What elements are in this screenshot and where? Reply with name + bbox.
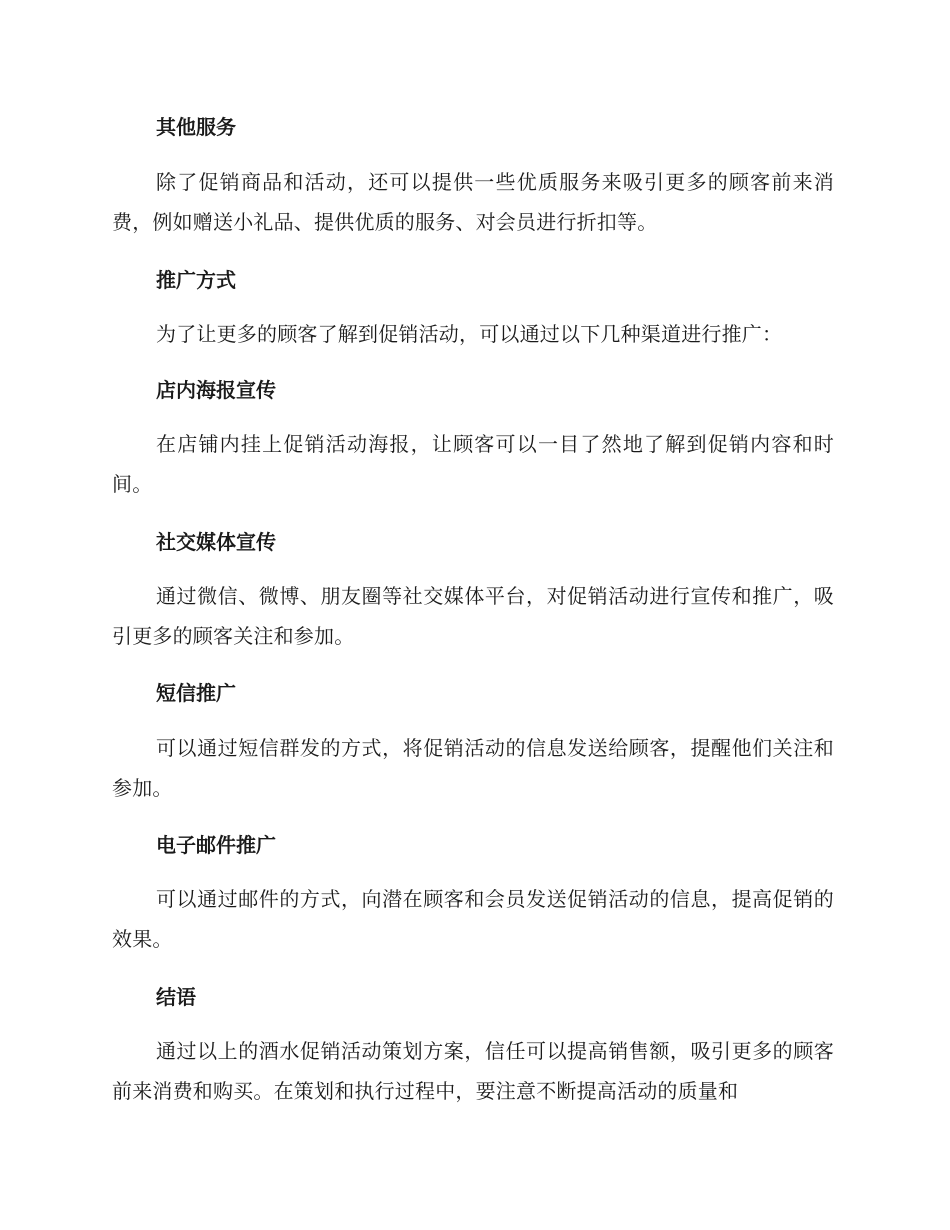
section-heading-other-services: 其他服务 [156,115,236,139]
section-text-promotion-methods: 为了让更多的顾客了解到促销活动，可以通过以下几种渠道进行推广： [156,322,783,346]
section-text-sms: 可以通过短信群发的方式，将促销活动的信息发送给顾客，提醒他们关注和参加。 [112,736,834,800]
section-text-other-services: 除了促销商品和活动，还可以提供一些优质服务来吸引更多的顾客前来消费，例如赠送小礼品、提供优质的服务、对会员进行折扣等。 [112,170,834,234]
section-text-social-media: 通过微信、微博、朋友圈等社交媒体平台，对促销活动进行宣传和推广，吸引更多的顾客关注和参加。 [112,584,834,648]
section-heading-sms: 短信推广 [156,681,236,705]
section-heading-conclusion: 结语 [156,985,196,1009]
section-heading-email: 电子邮件推广 [156,833,276,857]
section-heading-social-media: 社交媒体宣传 [156,530,276,554]
section-text-in-store-posters: 在店铺内挂上促销活动海报，让顾客可以一目了然地了解到促销内容和时间。 [112,432,834,496]
section-text-conclusion: 通过以上的酒水促销活动策划方案，信任可以提高销售额，吸引更多的顾客前来消费和购买。在策划和执行过程中，要注意不断提高活动的质量和 [112,1039,834,1103]
section-text-email: 可以通过邮件的方式，向潜在顾客和会员发送促销活动的信息，提高促销的效果。 [112,887,834,951]
section-heading-in-store-posters: 店内海报宣传 [156,378,276,402]
section-heading-promotion-methods: 推广方式 [156,268,236,292]
